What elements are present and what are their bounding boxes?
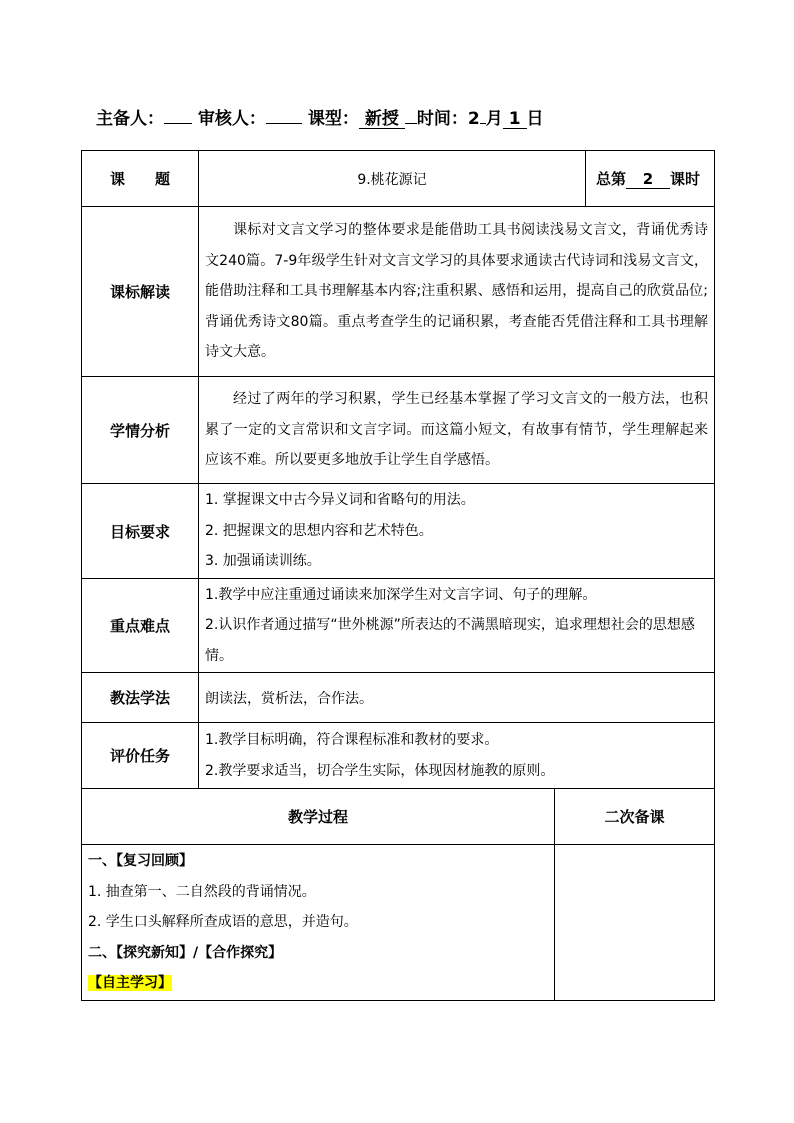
topic-row — [82, 151, 715, 207]
goal-item: 2. 把握课文的思想内容和艺术特色。 — [205, 522, 433, 539]
month-unit: 月 — [485, 109, 503, 129]
self-study-highlight: 【自主学习】 — [88, 975, 172, 991]
total-lessons — [586, 151, 715, 207]
curriculum-row — [82, 207, 715, 377]
analysis-text: 经过了两年的学习积累，学生已经基本掌握了学习文言文的一般方法，也积累了一定的文言常识和文言字词。而这篇小短文，有故事有情节，学生理解起来应该不难。所以要更多地放手让学生自学感悟。 — [205, 391, 708, 469]
preparer-label: 主备人： — [96, 109, 164, 129]
topic-label: 课 题 — [82, 151, 199, 207]
methods-row — [82, 673, 715, 723]
process-line: 二、【探究新知】/【合作探究】 — [88, 944, 283, 961]
curriculum-cell — [199, 207, 715, 377]
methods-text: 朗读法，赏析法，合作法。 — [199, 673, 715, 723]
key-item: 1.教学中应注重通过诵读来加深学生对文言字词、句子的理解。 — [205, 586, 597, 603]
process-header: 教学过程 — [82, 789, 555, 845]
process-line: 2. 学生口头解释所查成语的意思，并造句。 — [88, 914, 358, 930]
total-unit: 课时 — [670, 170, 701, 188]
evaluation-item: 2.教学要求适当，切合学生实际，体现因材施教的原则。 — [205, 762, 555, 779]
methods-label: 教法学法 — [82, 673, 199, 723]
evaluation-item: 1.教学目标明确，符合课程标准和教材的要求。 — [205, 732, 499, 748]
goals-row — [82, 484, 715, 579]
goal-item: 3. 加强诵读训练。 — [205, 553, 321, 570]
type-field[interactable]: 新授 — [359, 110, 405, 129]
key-label: 重点难点 — [82, 579, 199, 673]
process-content — [82, 845, 555, 1001]
process-line: 1. 抽查第一、二自然段的背诵情况。 — [88, 883, 316, 900]
second-prep-header: 二次备课 — [555, 789, 715, 845]
curriculum-text: 课标对文言文学习的整体要求是能借助工具书阅读浅易文言文，背诵优秀诗文240篇。7-9年级学生针对文言文学习的具体要求通读古代诗词和浅易文言文，能借助注释和工具书理解基本内容;注重积累、感悟和运用，提高自己的欣赏品位;背诵优秀诗文80篇。重点考查学生的记诵积累，考查能否凭借注释和工具书理解诗文大意。 — [205, 222, 708, 361]
header-line — [96, 104, 544, 129]
process-line: 一、【复习回顾】 — [88, 853, 193, 869]
analysis-label: 学情分析 — [82, 377, 199, 484]
key-cell — [199, 579, 715, 673]
total-label: 总第 — [596, 170, 627, 188]
curriculum-label: 课标解读 — [82, 207, 199, 377]
reviewer-field[interactable] — [266, 123, 302, 124]
time-label: 时间： — [416, 109, 468, 129]
key-row — [82, 579, 715, 673]
month-field[interactable]: 2 — [467, 109, 480, 129]
type-label: 课型： — [307, 109, 359, 129]
analysis-row — [82, 377, 715, 484]
key-item: 2.认识作者通过描写“世外桃源”所表达的不满黑暗现实，追求理想社会的思想感情。 — [205, 617, 695, 664]
type-field-pad — [405, 123, 417, 124]
evaluation-cell — [199, 723, 715, 789]
goal-item: 1. 掌握课文中古今异义词和省略句的用法。 — [205, 492, 475, 509]
day-unit: 日 — [526, 109, 544, 129]
evaluation-label: 评价任务 — [82, 723, 199, 789]
total-value[interactable]: 2 — [626, 170, 670, 189]
day-field[interactable]: 1 — [503, 110, 527, 129]
goals-cell — [199, 484, 715, 579]
analysis-cell — [199, 377, 715, 484]
reviewer-label: 审核人： — [197, 109, 266, 129]
process-header-row — [82, 789, 715, 845]
lesson-plan-table — [81, 150, 715, 1001]
preparer-field[interactable] — [164, 123, 192, 124]
process-body-row — [82, 845, 715, 1001]
goals-label: 目标要求 — [82, 484, 199, 579]
topic-title: 9.桃花源记 — [199, 151, 586, 207]
second-prep-cell[interactable] — [555, 845, 715, 1001]
evaluation-row — [82, 723, 715, 789]
